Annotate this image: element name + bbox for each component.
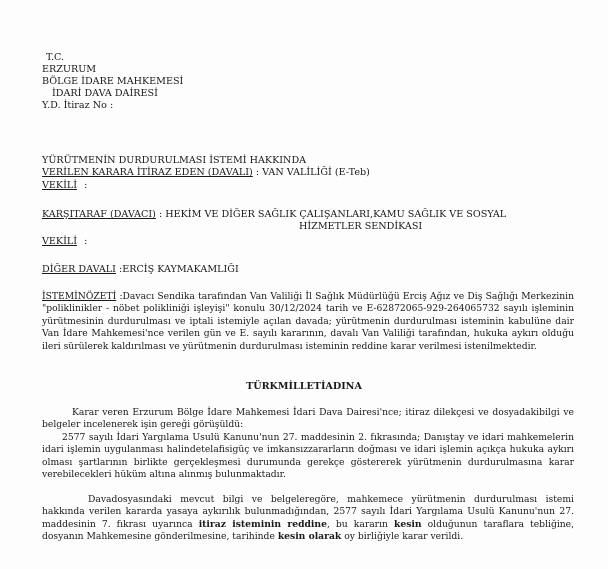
opposing-row bbox=[42, 209, 506, 221]
paragraph-2: 2577 sayılı İdari Yargılama Usulü Kanunu'nun 27. maddesinin 2. fıkrasında; Danıştay ve idari mahkemelerin idari işlemin uygulanması halindetelafisigüç ve imkansızzararların doğması ve idari işlemin açıkça hukuka aykırı olması şartlarının birlikte gerçekleşmesi durumunda gerekçe göstererek yürütmenin durdurulmasına karar verebilecekleri hüküm altına alınmış bulunmaktadır. bbox=[42, 432, 574, 481]
agent2-row bbox=[42, 236, 87, 248]
other-defendant-row bbox=[42, 264, 239, 276]
objector-label: VERİLEN KARARA İTİRAZ EDEN (DAVALI) bbox=[42, 167, 253, 178]
other-defendant-value: :ERCİŞ KAYMAKAMLIĞI bbox=[119, 264, 239, 275]
para3-c: , bu kararın bbox=[326, 518, 388, 530]
header-tc: T.C. bbox=[46, 52, 65, 63]
para3-g: oy birliğiyle karar verildi. bbox=[344, 531, 464, 543]
paragraph-3 bbox=[42, 494, 574, 544]
para3-d: kesin bbox=[394, 518, 422, 530]
agent-value: : bbox=[84, 180, 88, 191]
para3-e: olduğunun taraflara tebliğine, dosyanın Mahkemesine gönderilmesine, tarihinde bbox=[42, 518, 575, 543]
objector-value: : VAN VALİLİĞİ (E-Teb) bbox=[255, 167, 370, 178]
opposing-label: KARŞITARAF (DAVACI) bbox=[42, 209, 156, 220]
summary-text: :Davacı Sendika tarafından Van Valiliği İl Sağlık Müdürlüğü Erciş Ağız ve Diş Sağlığı Merkezinin "poliklinikler - nöbet polikliniği işleyişi" konulu 30/12/2024 tarih ve E-62872065-929-264065732 sayılı işleminin yürütmesinin durdurulması ve iptali istemiyle açılan davada; yürütmenin durdurulması isteminin kabulüne dair Van İdare Mahkemesi'nce verilen gün ve E. sayılı kararının, davalı Van Valiliği tarafından, hukuka aykırı olduğu ileri sürülerek kaldırılması ve yürütmenin durdurulması isteminin reddine karar verilmesi istenilmektedir. bbox=[42, 291, 574, 352]
agent-row bbox=[42, 180, 87, 192]
opposing-value-1: : HEKİM VE DİĞER SAĞLIK ÇALIŞANLARI,KAMU SAĞLIK VE SOSYAL bbox=[158, 209, 507, 220]
summary-label: İSTEMİNÖZETİ bbox=[42, 291, 117, 302]
para3-a: Davadosyasındaki mevcut bilgi ve belgeleregöre, mahkemece yürütmenin durdurulması istemi hakkında verilen kararda yasaya aykırılık bulunmadığından, 2577 sayılı İdari Yargılama Usulü Kanunu'nun 27. maddesinin 7. fıkrası uyarınca bbox=[42, 494, 574, 530]
header-court: BÖLGE İDARE MAHKEMESİ bbox=[42, 76, 184, 87]
summary-paragraph bbox=[42, 291, 574, 353]
agent2-value: : bbox=[84, 236, 88, 247]
para3-f: kesin olarak bbox=[277, 531, 342, 543]
header-city: ERZURUM bbox=[42, 64, 97, 75]
header-chamber: İDARİ DAVA DAİRESİ bbox=[52, 88, 158, 99]
agent2-label: VEKİLİ bbox=[42, 236, 78, 247]
header-file-no: Y.D. İtiraz No : bbox=[42, 100, 114, 111]
para3-b: itiraz isteminin reddine bbox=[198, 518, 327, 530]
other-defendant-label: DİĞER DAVALI bbox=[42, 264, 116, 275]
opposing-value-2: HİZMETLER SENDİKASI bbox=[299, 221, 423, 232]
nation-heading: TÜRKMİLLETİADINA bbox=[246, 381, 362, 392]
objector-row bbox=[42, 167, 370, 179]
agent-label: VEKİLİ bbox=[42, 180, 78, 191]
subject-line: YÜRÜTMENİN DURDURULMASI İSTEMİ HAKKINDA bbox=[42, 155, 307, 166]
paragraph-1: Karar veren Erzurum Bölge İdare Mahkemesi İdari Dava Dairesi'nce; itiraz dilekçesi ve dosyadakibilgi ve belgeler incelenerek işin gereği görüşüldü: bbox=[42, 407, 574, 431]
